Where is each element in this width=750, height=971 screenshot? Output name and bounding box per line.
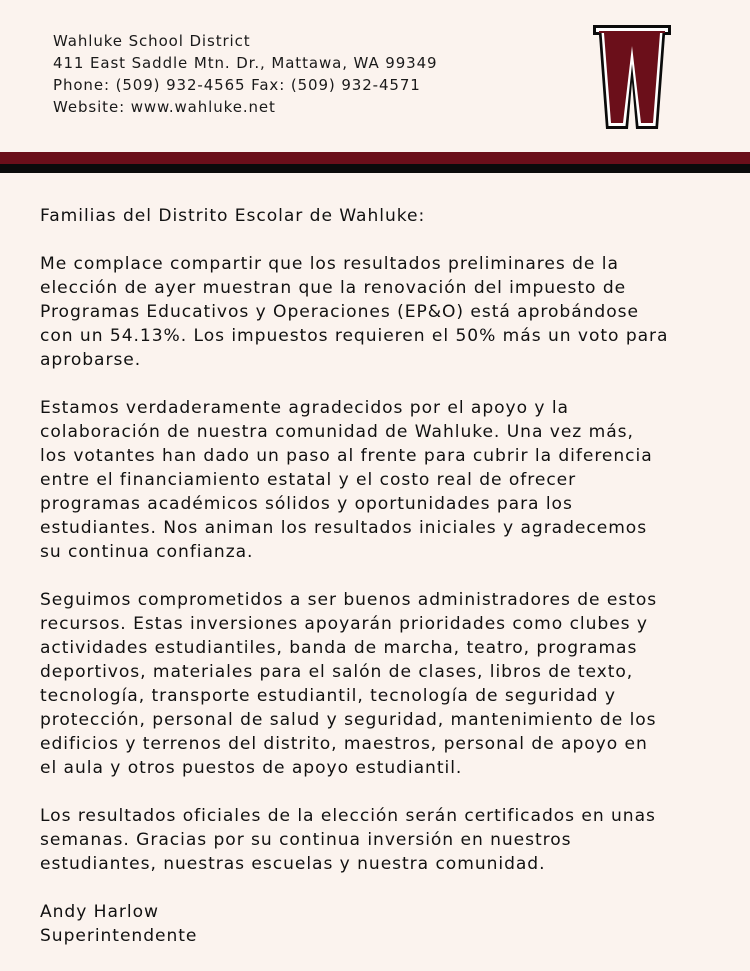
paragraph-line: Seguimos comprometidos a ser buenos administradores de estos bbox=[40, 590, 658, 610]
district-name: Wahluke School District bbox=[53, 32, 251, 50]
paragraph-line: deportivos, materiales para el salón de clases, libros de texto, bbox=[40, 662, 634, 682]
paragraph-4 bbox=[40, 804, 720, 876]
district-address: 411 East Saddle Mtn. Dr., Mattawa, WA 99349 bbox=[53, 54, 438, 72]
paragraph-line: entre el financiamiento estatal y el costo real de ofrecer bbox=[40, 470, 577, 490]
paragraph-line: con un 54.13%. Los impuestos requieren el 50% más un voto para bbox=[40, 326, 669, 346]
phone-fax: Phone: (509) 932-4565 Fax: (509) 932-4571 bbox=[53, 76, 421, 94]
paragraph-line: recursos. Estas inversiones apoyarán prioridades como clubes y bbox=[40, 614, 648, 634]
paragraph-line: colaboración de nuestra comunidad de Wahluke. Una vez más, bbox=[40, 422, 634, 442]
paragraph-line: Los resultados oficiales de la elección serán certificados en unas bbox=[40, 806, 656, 826]
paragraph-2 bbox=[40, 396, 720, 564]
district-w-logo bbox=[592, 24, 672, 130]
paragraph-line: programas académicos sólidos y oportunidades para los bbox=[40, 494, 573, 514]
black-divider bbox=[0, 164, 750, 173]
signature-title: Superintendente bbox=[40, 926, 198, 946]
paragraph-1 bbox=[40, 252, 720, 372]
paragraph-line: actividades estudiantiles, banda de marcha, teatro, programas bbox=[40, 638, 638, 658]
paragraph-line: el aula y otros puestos de apoyo estudiantil. bbox=[40, 758, 463, 778]
paragraph-line: semanas. Gracias por su continua inversión en nuestros bbox=[40, 830, 572, 850]
signature-name: Andy Harlow bbox=[40, 902, 159, 922]
paragraph-line: estudiantes, nuestras escuelas y nuestra comunidad. bbox=[40, 854, 546, 874]
paragraph-line: tecnología, transporte estudiantil, tecnología de seguridad y bbox=[40, 686, 616, 706]
paragraph-line: los votantes han dado un paso al frente para cubrir la diferencia bbox=[40, 446, 653, 466]
letterhead bbox=[0, 0, 750, 152]
contact-block bbox=[53, 30, 438, 118]
paragraph-line: protección, personal de salud y seguridad, mantenimiento de los bbox=[40, 710, 657, 730]
signature-block bbox=[40, 900, 720, 948]
paragraph-line: aprobarse. bbox=[40, 350, 142, 370]
letter-body bbox=[40, 204, 720, 948]
paragraph-3 bbox=[40, 588, 720, 780]
maroon-divider bbox=[0, 152, 750, 164]
paragraph-line: estudiantes. Nos animan los resultados iniciales y agradecemos bbox=[40, 518, 648, 538]
paragraph-line: elección de ayer muestran que la renovación del impuesto de bbox=[40, 278, 627, 298]
website: Website: www.wahluke.net bbox=[53, 98, 276, 116]
paragraph-line: Me complace compartir que los resultados preliminares de la bbox=[40, 254, 619, 274]
paragraph-line: Estamos verdaderamente agradecidos por el apoyo y la bbox=[40, 398, 569, 418]
paragraph-line: edificios y terrenos del distrito, maestros, personal de apoyo en bbox=[40, 734, 648, 754]
paragraph-line: su continua confianza. bbox=[40, 542, 254, 562]
paragraph-line: Programas Educativos y Operaciones (EP&O) está aprobándose bbox=[40, 302, 639, 322]
greeting: Familias del Distrito Escolar de Wahluke: bbox=[40, 206, 426, 226]
